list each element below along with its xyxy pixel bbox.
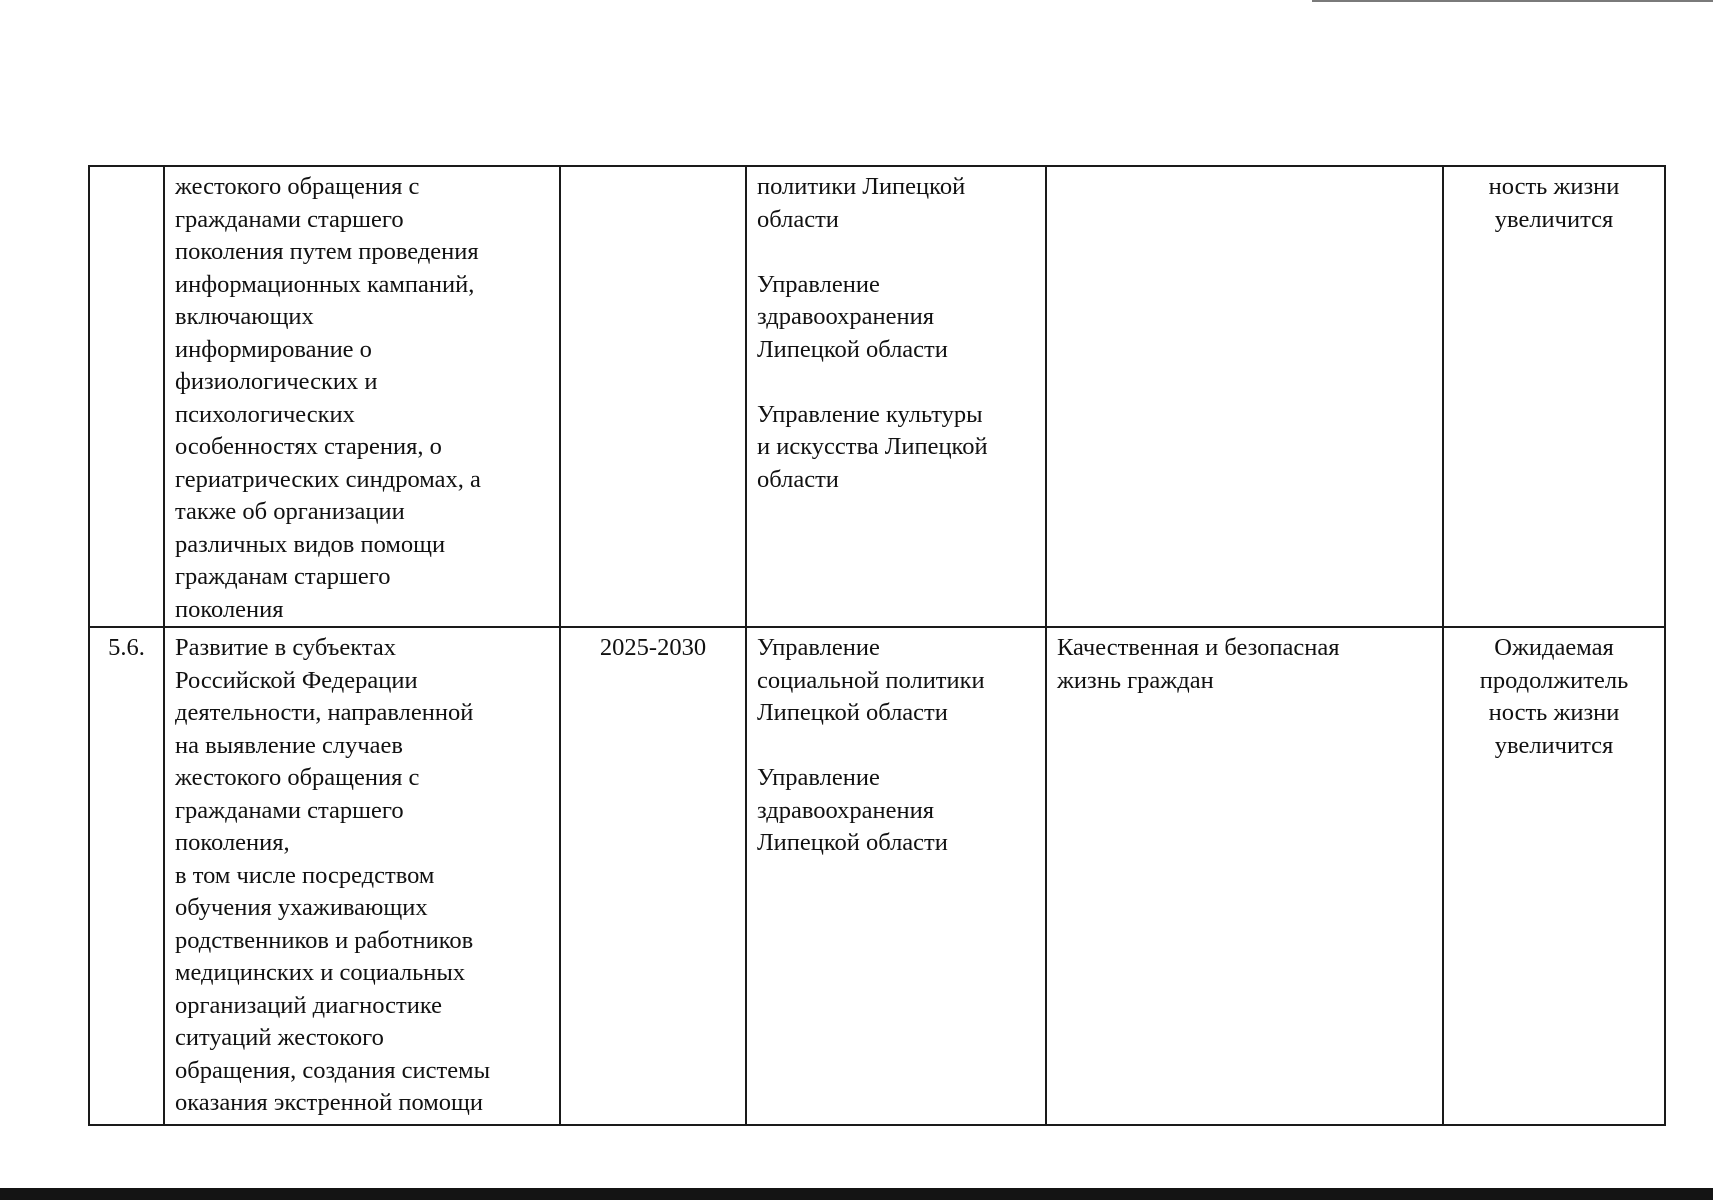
cell-result [1046,627,1443,1125]
cell-executors [746,166,1046,627]
table-row-continued [89,166,1665,627]
cell-period [560,166,746,627]
cell-result [1046,166,1443,627]
executor-entry: Управление социальной политики Липецкой области [757,634,985,726]
indicator-text: Ожидаемая продолжитель ность жизни увеличится [1479,634,1629,759]
measure-text: Развитие в субъектах Российской Федерации деятельности, направленной на выявление случаев жестокого обращения с гражданами старшего поколения, в том числе посредством обучения ухаживающих родственников и работников медицинских и социальных организаций диагностике ситуаций жестокого обращения, создания системы оказания экстренной помощи [175,634,491,1116]
scan-edge-band-bottom [0,1188,1713,1200]
cell-number [89,627,164,1125]
result-text: Качественная и безопасная жизнь граждан [1057,634,1340,694]
indicator-text: ность жизни увеличится [1488,173,1620,233]
cell-indicator [1443,166,1665,627]
period-text: 2025-2030 [599,634,707,661]
cell-number [89,166,164,627]
executor-entry: Управление здравоохранения Липецкой области [757,270,948,363]
executor-entry: Управление здравоохранения Липецкой области [757,764,948,856]
cell-period [560,627,746,1125]
measures-table [88,165,1666,1126]
measure-text: жестокого обращения с гражданами старшего поколения путем проведения информационных кампаний, включающих информирование о физиологических и психологических особенностях старения, о гериатрических синдромах, а также об организации различных видов помощи гражданам старшего поколения [175,173,481,623]
row-number: 5.6. [108,634,145,661]
executor-entry: Управление культуры и искусства Липецкой области [757,400,988,493]
scan-edge-line-top [1312,0,1713,2]
cell-executors [746,627,1046,1125]
executor-entry: политики Липецкой области [757,173,966,233]
cell-indicator [1443,627,1665,1125]
table-row-5-6 [89,627,1665,1125]
cell-measure [164,627,560,1125]
cell-measure [164,166,560,627]
